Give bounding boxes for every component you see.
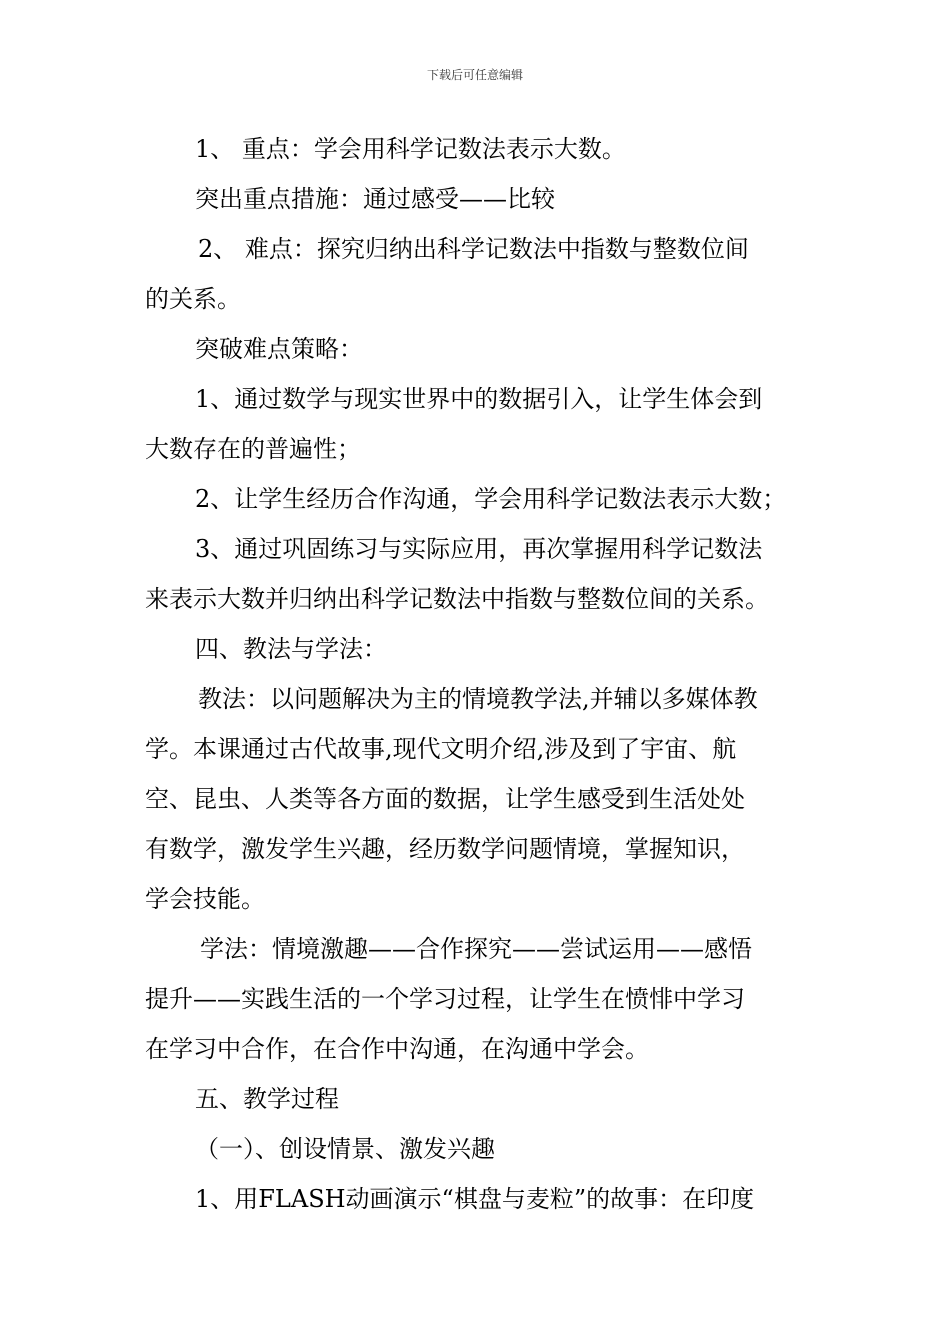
subsection-heading: （一）、创设情景、激发兴趣 [195,1135,495,1163]
text-line: 1、 重点：学会用科学记数法表示大数。 [195,135,626,163]
text-line: 的关系。 [145,285,241,313]
text-line: 教法：以问题解决为主的情境教学法,并辅以多媒体教 [198,685,758,713]
section-heading: 五、教学过程 [195,1085,339,1113]
text-line: 2、让学生经历合作沟通，学会用科学记数法表示大数； [195,485,787,513]
page-header: 下载后可任意编辑 [426,68,523,82]
text-line: 在学习中合作，在合作中沟通，在沟通中学会。 [145,1035,649,1063]
text-line: 突出重点措施：通过感受——比较 [195,185,555,213]
text-line: 1、用FLASH动画演示“棋盘与麦粒”的故事：在印度 [195,1185,755,1213]
section-heading: 四、教法与学法： [195,635,387,663]
text-line: 1、通过数学与现实世界中的数据引入，让学生体会到 [195,385,763,413]
text-line: 学法：情境激趣——合作探究——尝试运用——感悟 [200,935,752,963]
text-line: 学会技能。 [145,885,265,913]
text-line: 提升——实践生活的一个学习过程，让学生在愤悱中学习 [145,985,745,1013]
text-line: 3、通过巩固练习与实际应用，再次掌握用科学记数法 [195,535,763,563]
text-line: 空、昆虫、人类等各方面的数据，让学生感受到生活处处 [145,785,745,813]
text-line: 2、 难点：探究归纳出科学记数法中指数与整数位间 [198,235,749,263]
text-line: 来表示大数并归纳出科学记数法中指数与整数位间的关系。 [145,585,769,613]
text-line: 学。本课通过古代故事,现代文明介绍,涉及到了宇宙、航 [145,735,737,763]
text-line: 有数学，激发学生兴趣，经历数学问题情境，掌握知识， [145,835,745,863]
text-line: 突破难点策略： [195,335,363,363]
text-line: 大数存在的普遍性； [145,435,361,463]
